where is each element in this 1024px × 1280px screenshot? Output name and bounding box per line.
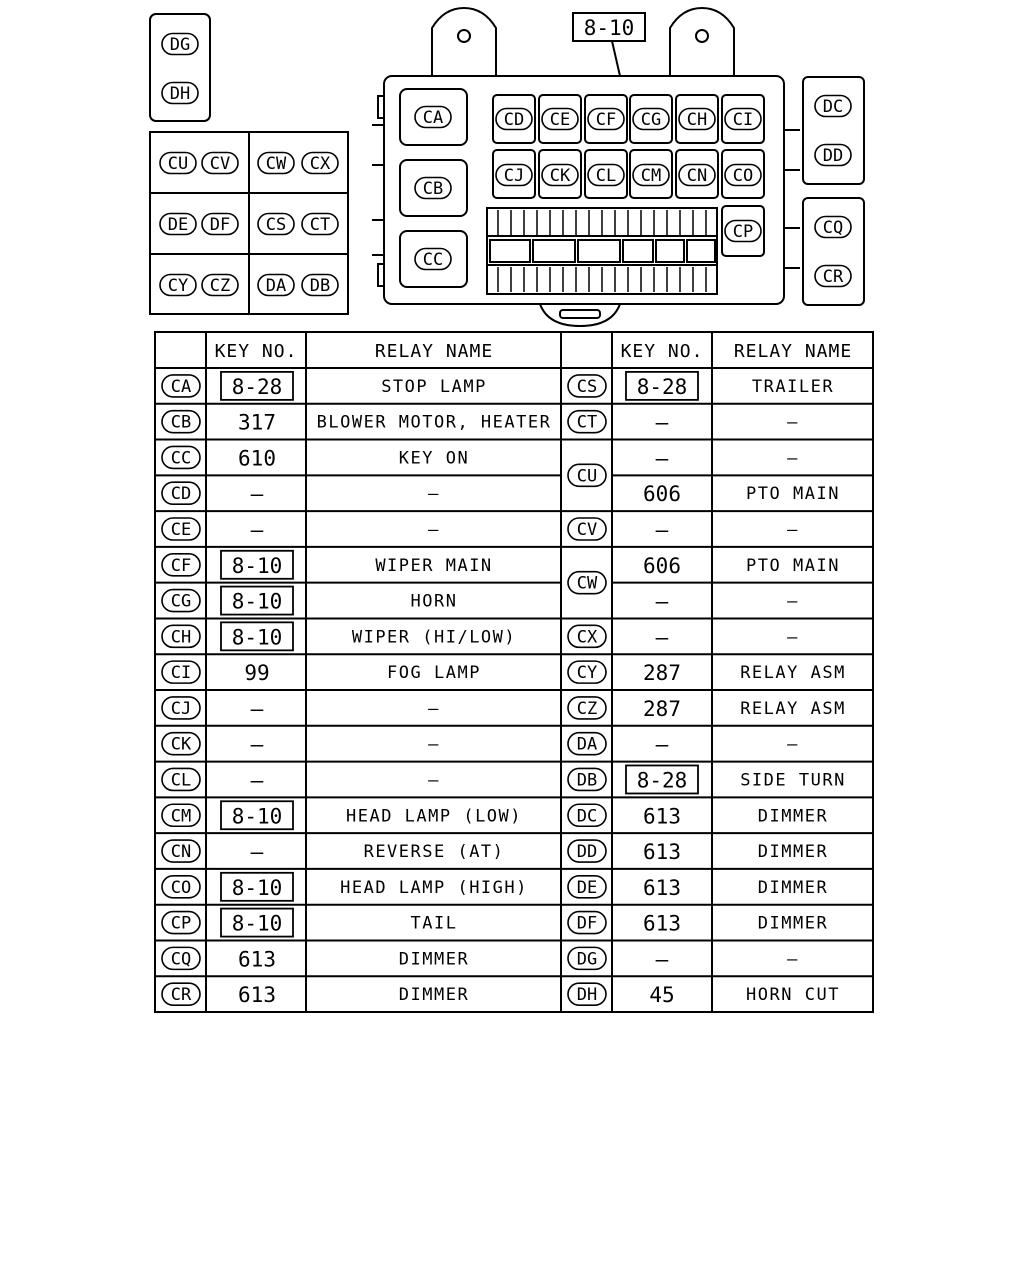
left-relay-name: — xyxy=(428,484,440,505)
left-relay-name: HEAD LAMP (HIGH) xyxy=(340,877,528,898)
key-no-text: — xyxy=(250,768,264,793)
relay-code-text: CF xyxy=(170,555,192,576)
key-no-text: — xyxy=(655,732,669,757)
relay-code-text: CV xyxy=(209,154,231,174)
key-no-text: 317 xyxy=(238,410,276,435)
relay-code-text: CQ xyxy=(822,218,844,238)
left-relay-name: FOG LAMP xyxy=(387,663,481,684)
left-key-cell xyxy=(251,733,264,757)
left-relay-name: — xyxy=(428,520,440,541)
key-no-text: — xyxy=(655,947,669,972)
relay-code-text: CK xyxy=(549,166,571,186)
key-no-text: 613 xyxy=(643,804,681,829)
key-no-text: — xyxy=(655,589,669,614)
left-key-cell xyxy=(251,518,264,542)
relay-code-text: CP xyxy=(170,913,192,934)
right-key-cell xyxy=(643,876,681,900)
relay-code-text: CY xyxy=(167,276,189,296)
right-key-header: KEY NO. xyxy=(620,341,704,362)
relay-code-text: CT xyxy=(576,412,598,433)
key-no-text: 606 xyxy=(643,553,681,578)
left-relay-name: WIPER (HI/LOW) xyxy=(351,627,517,648)
relay-code-text: CA xyxy=(422,108,444,128)
key-no-text: — xyxy=(655,446,669,471)
relay-code-text: CR xyxy=(170,985,192,1006)
left-key-cell xyxy=(221,372,293,400)
relay-code-text: CB xyxy=(422,179,444,199)
left-relay-name: KEY ON xyxy=(398,448,470,469)
relay-code-text: CF xyxy=(595,110,617,130)
relay-code-text: DG xyxy=(169,35,191,55)
right-relay-name: — xyxy=(787,949,799,970)
relay-code-text: DC xyxy=(576,806,598,827)
left-relay-name: STOP LAMP xyxy=(381,376,487,397)
right-key-cell xyxy=(656,518,669,542)
left-key-cell xyxy=(221,622,293,650)
relay-code-text: DA xyxy=(576,734,598,755)
left-relay-name: BLOWER MOTOR, HEATER xyxy=(316,412,552,433)
key-no-text: — xyxy=(250,840,264,865)
key-no-text: — xyxy=(655,410,669,435)
right-relay-name: — xyxy=(787,627,799,648)
right-key-cell xyxy=(643,697,681,721)
right-key-cell xyxy=(643,661,681,685)
right-relay-name: PTO MAIN xyxy=(746,484,840,505)
relay-code-text: CP xyxy=(732,222,754,242)
relay-code-text: CG xyxy=(170,591,192,612)
left-key-cell xyxy=(221,551,293,579)
key-no-text: 8-10 xyxy=(231,804,283,829)
right-relay-name: DIMMER xyxy=(757,913,829,934)
right-key-cell xyxy=(656,947,669,971)
right-relay-name: DIMMER xyxy=(757,842,829,863)
relay-code-text: CM xyxy=(640,166,662,186)
left-relay-name: WIPER MAIN xyxy=(375,555,493,576)
relay-code-text: CU xyxy=(167,154,189,174)
relay-code-text: CO xyxy=(732,166,754,186)
right-key-cell xyxy=(656,411,669,435)
left-key-cell xyxy=(238,947,276,971)
relay-code-text: CX xyxy=(309,154,331,174)
relay-code-text: CG xyxy=(640,110,662,130)
left-key-cell xyxy=(244,661,269,685)
relay-code-text: DF xyxy=(209,215,231,235)
relay-code-text: CV xyxy=(576,520,598,541)
relay-code-text: DG xyxy=(576,949,598,970)
relay-code-text: CC xyxy=(170,448,192,469)
relay-code-text: CU xyxy=(576,466,598,487)
right-relay-name: DIMMER xyxy=(757,877,829,898)
right-key-cell xyxy=(626,765,698,793)
key-no-text: — xyxy=(655,518,669,543)
relay-code-text: CI xyxy=(170,663,192,684)
relay-code-text: CD xyxy=(503,110,525,130)
right-relay-name: SIDE TURN xyxy=(740,770,846,791)
relay-code-text: DC xyxy=(822,97,844,117)
key-no-text: 287 xyxy=(643,696,681,721)
right-relay-name: PTO MAIN xyxy=(746,555,840,576)
right-key-cell xyxy=(643,804,681,828)
key-no-text: 8-10 xyxy=(231,553,283,578)
relay-code-text: DH xyxy=(576,985,598,1006)
key-no-text: 8-10 xyxy=(231,911,283,936)
relay-code-text: DH xyxy=(169,84,191,104)
relay-code-text: CB xyxy=(170,412,192,433)
relay-code-text: CN xyxy=(170,842,192,863)
key-no-text: — xyxy=(250,482,264,507)
relay-code-text: CJ xyxy=(170,698,192,719)
relay-code-text: CQ xyxy=(170,949,192,970)
left-relay-name: HEAD LAMP (LOW) xyxy=(345,806,523,827)
right-key-cell xyxy=(643,482,681,506)
left-name-header: RELAY NAME xyxy=(374,341,494,362)
key-no-text: 613 xyxy=(643,911,681,936)
left-relay-name: TAIL xyxy=(410,913,458,934)
relay-code-text: CH xyxy=(170,627,192,648)
relay-code-text: CZ xyxy=(576,698,598,719)
right-key-cell xyxy=(643,840,681,864)
relay-code-text: CY xyxy=(576,663,598,684)
left-relay-name: DIMMER xyxy=(398,949,470,970)
relay-code-text: CE xyxy=(170,520,192,541)
left-key-cell xyxy=(221,909,293,937)
key-no-text: — xyxy=(250,732,264,757)
key-no-text: 606 xyxy=(643,482,681,507)
relay-code-text: CD xyxy=(170,484,192,505)
key-no-text: 610 xyxy=(238,446,276,471)
left-relay-name: HORN xyxy=(410,591,458,612)
right-relay-name: TRAILER xyxy=(751,376,835,397)
key-no-text: 99 xyxy=(244,661,270,686)
key-no-text: 613 xyxy=(643,875,681,900)
key-no-text: — xyxy=(655,625,669,650)
relay-code-text: DF xyxy=(576,913,598,934)
right-key-cell xyxy=(656,446,669,470)
relay-code-text: CS xyxy=(576,376,598,397)
right-relay-name: RELAY ASM xyxy=(740,663,846,684)
left-key-cell xyxy=(221,873,293,901)
relay-code-text: CC xyxy=(422,250,444,270)
relay-code-text: CO xyxy=(170,877,192,898)
relay-code-text: DB xyxy=(309,276,331,296)
right-key-cell xyxy=(649,983,674,1007)
key-no-text: 613 xyxy=(238,983,276,1008)
key-no-text: 8-28 xyxy=(231,374,283,399)
relay-code-text: CZ xyxy=(209,276,231,296)
key-no-text: 8-10 xyxy=(231,875,283,900)
left-relay-name: DIMMER xyxy=(398,985,470,1006)
right-relay-name: — xyxy=(787,412,799,433)
relay-code-text: CT xyxy=(309,215,331,235)
relay-code-text: CK xyxy=(170,734,192,755)
relay-code-text: CX xyxy=(576,627,598,648)
relay-code-text: CA xyxy=(170,376,192,397)
right-key-cell xyxy=(656,733,669,757)
relay-code-text: DE xyxy=(576,877,598,898)
relay-code-text: CJ xyxy=(503,166,525,186)
key-no-text: 8-10 xyxy=(231,625,283,650)
left-key-cell xyxy=(238,446,276,470)
key-no-text: 8-28 xyxy=(636,768,688,793)
right-key-cell xyxy=(643,912,681,936)
right-name-header: RELAY NAME xyxy=(733,341,853,362)
relay-code-text: DE xyxy=(167,215,189,235)
left-relay-name: REVERSE (AT) xyxy=(363,842,505,863)
left-relay-name: — xyxy=(428,734,440,755)
left-key-cell xyxy=(251,768,264,792)
key-no-text: 287 xyxy=(643,661,681,686)
relay-code-text: CW xyxy=(265,154,287,174)
relay-code-text: DA xyxy=(265,276,287,296)
relay-code-text: CL xyxy=(595,166,617,186)
relay-code-text: CN xyxy=(686,166,708,186)
left-relay-name: — xyxy=(428,698,440,719)
right-relay-name: — xyxy=(787,448,799,469)
relay-code-text: CI xyxy=(732,110,754,130)
key-no-text: 45 xyxy=(649,983,675,1008)
right-relay-name: HORN CUT xyxy=(746,985,840,1006)
relay-code-text: CW xyxy=(576,573,598,594)
right-relay-name: — xyxy=(787,520,799,541)
right-key-cell xyxy=(656,590,669,614)
left-relay-name: — xyxy=(428,770,440,791)
right-key-cell xyxy=(656,625,669,649)
left-key-cell xyxy=(238,983,276,1007)
left-key-header: KEY NO. xyxy=(214,341,298,362)
relay-code-text: DD xyxy=(576,842,598,863)
left-key-cell xyxy=(251,482,264,506)
right-relay-name: — xyxy=(787,734,799,755)
relay-code-text: CL xyxy=(170,770,192,791)
right-key-cell xyxy=(626,372,698,400)
relay-code-text: CH xyxy=(686,110,708,130)
relay-code-text: CR xyxy=(822,267,844,287)
relay-code-text: DB xyxy=(576,770,598,791)
relay-code-text: CE xyxy=(549,110,571,130)
key-no-text: 613 xyxy=(643,840,681,865)
right-relay-name: DIMMER xyxy=(757,806,829,827)
left-key-cell xyxy=(221,801,293,829)
key-no-text: — xyxy=(250,518,264,543)
left-key-cell xyxy=(221,587,293,615)
right-relay-name: — xyxy=(787,591,799,612)
relay-code-text: DD xyxy=(822,146,844,166)
key-no-text: — xyxy=(250,696,264,721)
right-key-cell xyxy=(643,554,681,578)
key-no-text: 613 xyxy=(238,947,276,972)
left-key-cell xyxy=(251,840,264,864)
top-key-text: 8-10 xyxy=(583,16,635,40)
relay-code-text: CS xyxy=(265,215,287,235)
right-relay-name: RELAY ASM xyxy=(740,698,846,719)
left-key-cell xyxy=(238,411,276,435)
key-no-text: 8-28 xyxy=(636,374,688,399)
relay-code-text: CM xyxy=(170,806,192,827)
left-key-cell xyxy=(251,697,264,721)
key-no-text: 8-10 xyxy=(231,589,283,614)
